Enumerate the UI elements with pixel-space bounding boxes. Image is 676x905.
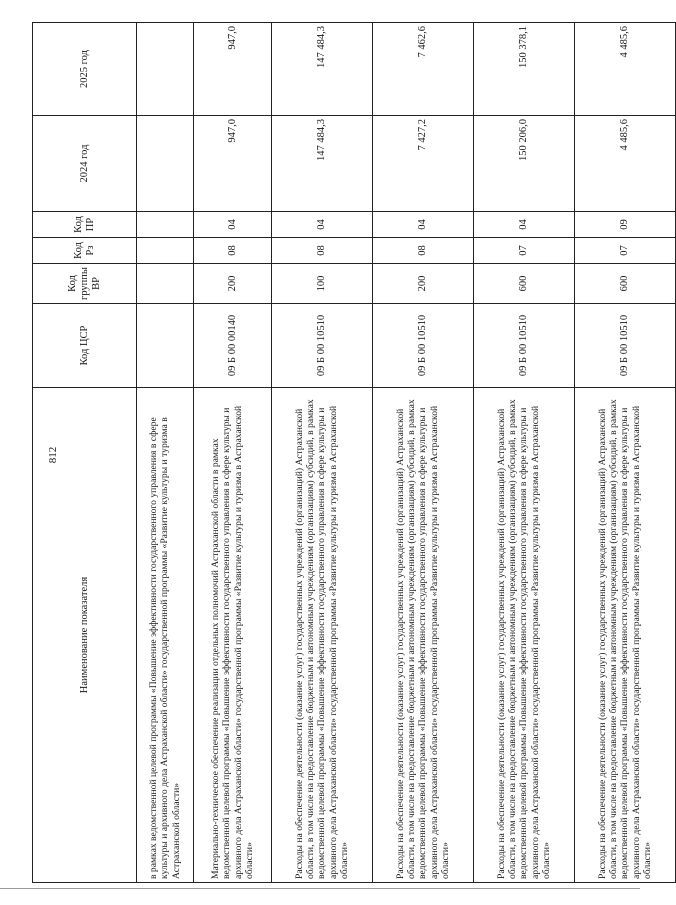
page-number: 812 bbox=[47, 446, 59, 464]
cell-2024: 150 206,0 bbox=[474, 116, 575, 212]
cell-2025: 947,0 bbox=[194, 23, 272, 116]
cell-name: Расходы на обеспечение деятельности (оказание услуг) государственных учреждений (организаций) Астраханской области, в том числе на предоставление бюджетным и автономным учреждениям (организациям) субсидий, в рамках ведомственной целевой программы «Повышение эффективности государственного управления в сфере культуры и архивного дела Астраханской области» государственной программы «Развитие культуры и туризма в Астраханской области» bbox=[575, 388, 676, 883]
cell-pr: 04 bbox=[373, 212, 474, 238]
table-header-row bbox=[33, 23, 137, 883]
table-row bbox=[194, 23, 272, 883]
cell-csr: 09 Б 00 10510 bbox=[575, 304, 676, 388]
header-vr: Код группы ВР bbox=[33, 264, 137, 304]
cell-rz: 07 bbox=[474, 238, 575, 264]
cell-pr: 09 bbox=[575, 212, 676, 238]
cell-2024: 947,0 bbox=[194, 116, 272, 212]
cell-csr: 09 Б 00 10510 bbox=[474, 304, 575, 388]
cell-rz: 08 bbox=[373, 238, 474, 264]
cell-2024: 7 427,2 bbox=[373, 116, 474, 212]
budget-table bbox=[32, 22, 676, 883]
cell-rz: 08 bbox=[272, 238, 373, 264]
cell-pr: 04 bbox=[194, 212, 272, 238]
cell-pr bbox=[137, 212, 194, 238]
cell-2025: 150 378,1 bbox=[474, 23, 575, 116]
cell-2025: 7 462,6 bbox=[373, 23, 474, 116]
table-row bbox=[272, 23, 373, 883]
cell-2025: 4 485,6 bbox=[575, 23, 676, 116]
header-rz: Код Рз bbox=[33, 238, 137, 264]
cell-csr: 09 Б 00 00140 bbox=[194, 304, 272, 388]
header-csr: Код ЦСР bbox=[33, 304, 137, 388]
cell-pr: 04 bbox=[474, 212, 575, 238]
header-2025: 2025 год bbox=[33, 23, 137, 116]
cell-csr bbox=[137, 304, 194, 388]
table-row bbox=[575, 23, 676, 883]
cell-name: Материально-техническое обеспечение реализации отдельных полномочий Астраханской области в рамках ведомственной целевой программы «Повышение эффективности государственного управления в сфере культуры и архивного дела Астраханской области» государственной программы «Развитие культуры и туризма в Астраханской области» bbox=[194, 388, 272, 883]
cell-csr: 09 Б 00 10510 bbox=[272, 304, 373, 388]
scan-edge-line bbox=[0, 888, 640, 889]
cell-name: в рамках ведомственной целевой программы «Повышение эффективности государственного управления в сфере культуры и архивного дела Астраханской области» государственной программы «Развитие культуры и туризма в Астраханской области» bbox=[137, 388, 194, 883]
cell-vr bbox=[137, 264, 194, 304]
cell-vr: 100 bbox=[272, 264, 373, 304]
cell-name: Расходы на обеспечение деятельности (оказание услуг) государственных учреждений (организаций) Астраханской области, в том числе на предоставление бюджетным и автономным учреждениям (организациям) субсидий, в рамках ведомственной целевой программы «Повышение эффективности государственного управления в сфере культуры и архивного дела Астраханской области» государственной программы «Развитие культуры и туризма в Астраханской области» bbox=[272, 388, 373, 883]
cell-2024 bbox=[137, 116, 194, 212]
cell-vr: 600 bbox=[474, 264, 575, 304]
cell-rz bbox=[137, 238, 194, 264]
cell-2025: 147 484,3 bbox=[272, 23, 373, 116]
header-2024: 2024 год bbox=[33, 116, 137, 212]
cell-2025 bbox=[137, 23, 194, 116]
cell-csr: 09 Б 00 10510 bbox=[373, 304, 474, 388]
cell-rz: 08 bbox=[194, 238, 272, 264]
cell-rz: 07 bbox=[575, 238, 676, 264]
cell-pr: 04 bbox=[272, 212, 373, 238]
table-row bbox=[373, 23, 474, 883]
cell-name: Расходы на обеспечение деятельности (оказание услуг) государственных учреждений (организаций) Астраханской области, в том числе на предоставление бюджетным и автономным учреждениям (организациям) субсидий, в рамках ведомственной целевой программы «Повышение эффективности государственного управления в сфере культуры и архивного дела Астраханской области» государственной программы «Развитие культуры и туризма в Астраханской области» bbox=[373, 388, 474, 883]
table-row bbox=[137, 23, 194, 883]
cell-name: Расходы на обеспечение деятельности (оказание услуг) государственных учреждений (организаций) Астраханской области, в том числе на предоставление бюджетным и автономным учреждениям (организациям) субсидий, в рамках ведомственной целевой программы «Повышение эффективности государственного управления в сфере культуры и архивного дела Астраханской области» государственной программы «Развитие культуры и туризма в Астраханской области» bbox=[474, 388, 575, 883]
cell-2024: 4 485,6 bbox=[575, 116, 676, 212]
table-row bbox=[474, 23, 575, 883]
cell-2024: 147 484,3 bbox=[272, 116, 373, 212]
cell-vr: 200 bbox=[194, 264, 272, 304]
cell-vr: 200 bbox=[373, 264, 474, 304]
cell-vr: 600 bbox=[575, 264, 676, 304]
header-pr: Код ПР bbox=[33, 212, 137, 238]
header-name: Наименование показателя bbox=[33, 388, 137, 883]
